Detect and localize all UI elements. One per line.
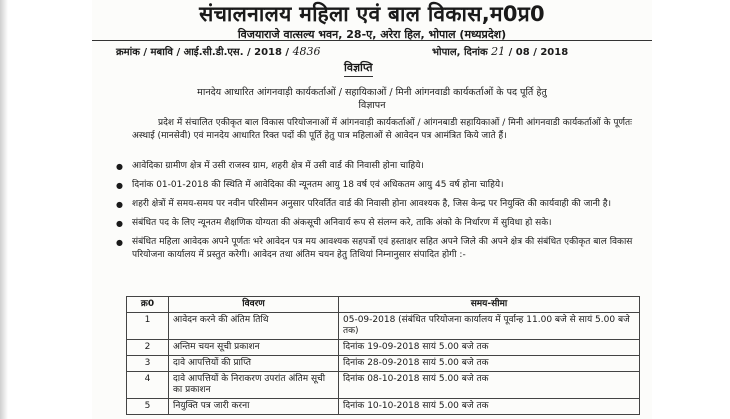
row-serial: 5 xyxy=(127,399,169,415)
row-serial: 2 xyxy=(127,340,169,356)
reference-number xyxy=(116,44,321,58)
date-day: 21 xyxy=(491,45,506,58)
table-row xyxy=(127,356,640,372)
office-address: विजयाराजे वात्सल्य भवन, 28-ए, अरेरा हिल, भोपाल (मध्यप्रदेश) xyxy=(237,28,507,41)
table-row xyxy=(127,313,640,340)
row-deadline: दिनांक 08-10-2018 सायं 5.00 बजे तक xyxy=(339,372,640,399)
page-edge-shadow xyxy=(0,0,8,419)
date-prefix: भोपाल, दिनांक xyxy=(432,47,488,58)
condition-item: ● आवेदिका ग्रामीण क्षेत्र में उसी राजस्व ग्राम, शहरी क्षेत्र में उसी वार्ड की निवासी होना चाहिये। xyxy=(116,160,636,173)
row-serial: 3 xyxy=(127,356,169,372)
row-serial: 1 xyxy=(127,313,169,340)
eligibility-conditions xyxy=(116,160,636,268)
column-header-deadline: समय-सीमा xyxy=(339,297,640,313)
notice-paper xyxy=(92,0,652,419)
intro-paragraph: प्रदेश में संचालित एकीकृत बाल विकास परियोजनाओं में आंगनवाड़ी कार्यकर्ताओं / आंगनबाडी सहायिकाओं / मिनी आंगनवाडी कार्यकर्ताओं के पूर्णतः अस्थाई (मानसेवी) एवं मानदेय आधारित रिक्त पदों की पूर्ति हेतु पात्र महिलाओं से आवेदन पत्र आमंत्रित किये जाते हैं। xyxy=(132,118,632,141)
issue-date: भोपाल, दिनांक 21 / 08 / 2018 xyxy=(432,45,569,58)
row-description: नियुक्ति पत्र जारी करना xyxy=(169,399,339,415)
row-serial: 4 xyxy=(127,372,169,399)
schedule-table xyxy=(126,296,640,415)
subject-line-1: मानदेय आधारित आंगनवाड़ी कार्यकर्ताओं / सहायिकाओं / मिनी आंगनवाडी कार्यकर्ताओं के पद पूर्ति हेतु xyxy=(197,87,547,98)
row-description: अन्तिम चयन सूची प्रकाशन xyxy=(169,340,339,356)
row-deadline: दिनांक 19-09-2018 सायं 5.00 बजे तक xyxy=(339,340,640,356)
row-description: दावे आपत्तियों की प्राप्ति xyxy=(169,356,339,372)
row-deadline: दिनांक 10-10-2018 सायं 5.00 बजे तक xyxy=(339,399,640,415)
condition-item: ● शहरी क्षेत्रों में समय-समय पर नवीन परिसीमन अनुसार परिवर्तित वार्ड की निवासी होना आवश्यक है, जिस केन्द्र पर नियुक्ति की कार्यवाही की जानी है। xyxy=(116,198,636,211)
row-description: आवेदन करने की अंतिम तिथि xyxy=(169,313,339,340)
table-row xyxy=(127,399,640,415)
reference-handwritten-number: 4836 xyxy=(292,45,321,58)
office-title: संचालनालय महिला एवं बाल विकास,म0प्र0 xyxy=(199,2,545,26)
row-deadline: दिनांक 28-09-2018 सायं 5.00 बजे तक xyxy=(339,356,640,372)
subject-line-2: विज्ञापन xyxy=(358,100,386,111)
header-divider xyxy=(92,40,652,41)
condition-item: ● संबंधित महिला आवेदक अपने पूर्णतः भरे आवेदन पत्र मय आवश्यक सहपत्रों एवं हस्ताक्षर सहित अपने जिले की अपने क्षेत्र की संबंधित एकीकृत बाल विकास परियोजना कार्यालय में प्रस्तुत करेगी। आवेदन तथा अंतिम चयन हेतु तिथियां निम्नानुसार संपादित होगी :- xyxy=(116,236,636,262)
condition-item: ● संबंधित पद के लिए न्यूनतम शैक्षणिक योग्यता की अंकसूची अनिवार्य रूप से संलग्न करे, ताकि अंको के निर्धारण में सुविधा हो सके। xyxy=(116,217,636,230)
row-description: दावे आपत्तियों के निराकरण उपरांत अंतिम सूची का प्रकाशन xyxy=(169,372,339,399)
notice-title: विज्ञप्ति xyxy=(344,60,373,77)
table-header-row xyxy=(127,297,640,313)
reference-prefix: क्रमांक / मबावि / आई.सी.डी.एस. / 2018 / xyxy=(116,47,290,58)
column-header-serial: क्र0 xyxy=(127,297,169,313)
column-header-description: विवरण xyxy=(169,297,339,313)
row-deadline: 05-09-2018 (संबंधित परियोजना कार्यालय में पूर्वान्ह 11.00 बजे से सायं 5.00 बजे तक) xyxy=(339,313,640,340)
notice-subject xyxy=(92,86,652,112)
condition-item: ● दिनांक 01-01-2018 की स्थिति में आवेदिका की न्यूनतम आयु 18 वर्ष एवं अधिकतम आयु 45 वर्ष होना चाहिये। xyxy=(116,179,636,192)
table-row xyxy=(127,372,640,399)
date-year: 2018 xyxy=(540,47,569,58)
date-month: 08 xyxy=(515,47,530,58)
table-row xyxy=(127,340,640,356)
